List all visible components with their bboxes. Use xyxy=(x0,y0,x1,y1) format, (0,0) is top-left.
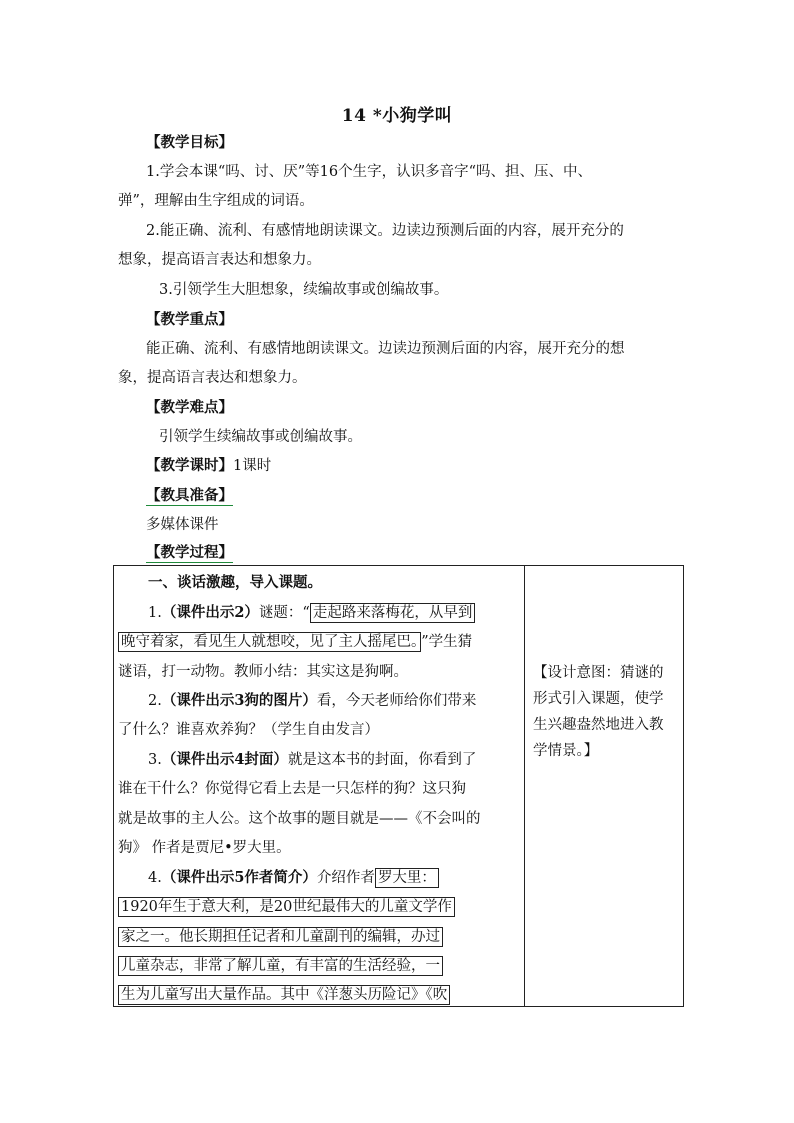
design-note-cell xyxy=(525,566,684,1007)
key-line: 象，提高语言表达和想象力。 xyxy=(118,370,307,386)
step-number: 2. xyxy=(148,693,162,709)
author-line xyxy=(118,897,455,917)
goals-line: 弹”，理解由生字组成的词语。 xyxy=(118,193,314,209)
step-text: 介绍作者 xyxy=(316,870,375,886)
author-box: 儿童杂志，非常了解儿童，有丰富的生活经验，一 xyxy=(118,956,443,976)
step-1-line: 谜语，打一动物。教师小结：其实这是狗啊。 xyxy=(118,664,408,680)
step-2-line xyxy=(148,691,476,711)
process-table xyxy=(113,565,684,1007)
author-line xyxy=(118,927,443,947)
step-text: ”学生猜 xyxy=(421,634,473,650)
design-note: 【设计意图：猜谜的形式引入课题，使学生兴趣盎然地进入教学情景。】 xyxy=(533,665,664,759)
tools-heading-wrap xyxy=(146,486,233,506)
courseware-tag: （课件出示3狗的图片） xyxy=(161,692,317,709)
step-text: 看，今天老师给你们带来 xyxy=(316,693,477,709)
author-box: 罗大里： xyxy=(375,868,439,888)
process-heading-wrap xyxy=(146,543,233,563)
goals-line: 2.能正确、流利、有感情地朗读课文。边读边预测后面的内容，展开充分的 xyxy=(146,223,624,239)
hours-heading: 【教学课时】 xyxy=(146,457,233,474)
step-number: 3. xyxy=(148,752,162,768)
step-1-line xyxy=(118,632,472,652)
key-heading: 【教学重点】 xyxy=(146,311,233,328)
step-3-line: 狗》 作者是贾尼•罗大里。 xyxy=(118,840,291,856)
hours-row xyxy=(146,456,271,476)
step-3-line: 就是故事的主人公。这个故事的题目就是——《不会叫的 xyxy=(118,811,481,827)
step-text: 就是这本书的封面，你看到了 xyxy=(287,752,477,768)
goals-line: 3.引领学生大胆想象，续编故事或创编故事。 xyxy=(159,282,449,298)
difficulty-line: 引领学生续编故事或创编故事。 xyxy=(159,429,362,445)
tools-value: 多媒体课件 xyxy=(146,517,219,533)
key-line: 能正确、流利、有感情地朗读课文。边读边预测后面的内容，展开充分的想 xyxy=(146,341,625,357)
riddle-box: 晚守着家，看见生人就想咬，见了主人摇尾巴。 xyxy=(118,632,421,652)
riddle-box: 走起路来落梅花，从早到 xyxy=(310,603,476,623)
author-line xyxy=(118,985,450,1005)
author-box: 家之一。他长期担任记者和儿童副刊的编辑，办过 xyxy=(118,927,443,947)
section-heading: 一、谈话激趣，导入课题。 xyxy=(148,574,322,591)
step-number: 4. xyxy=(148,870,162,886)
courseware-tag: （课件出示4封面） xyxy=(161,751,288,768)
step-1-line xyxy=(148,603,475,623)
courseware-tag: （课件出示2） xyxy=(161,604,259,621)
step-2-line: 了什么？谁喜欢养狗？（学生自由发言） xyxy=(118,722,379,738)
process-heading: 【教学过程】 xyxy=(146,544,233,561)
author-box: 生为儿童写出大量作品。其中《洋葱头历险记》《吹 xyxy=(118,985,450,1005)
step-3-line: 谁在干什么？你觉得它看上去是一只怎样的狗？这只狗 xyxy=(118,781,466,797)
hours-value: 1课时 xyxy=(233,458,272,474)
goals-line: 想象，提高语言表达和想象力。 xyxy=(118,252,321,268)
step-text: 谜题：“ xyxy=(258,605,310,621)
author-box: 1920年生于意大利，是20世纪最伟大的儿童文学作 xyxy=(118,897,455,917)
goals-heading: 【教学目标】 xyxy=(146,134,233,151)
step-4-line xyxy=(148,868,439,888)
process-main-cell xyxy=(114,566,525,1007)
courseware-tag: （课件出示5作者简介） xyxy=(161,869,317,886)
step-3-line xyxy=(148,750,476,770)
lesson-title: 14 *小狗学叫 xyxy=(341,106,453,126)
goals-line: 1.学会本课“吗、讨、厌”等16个生字，认识多音字“吗、担、压、中、 xyxy=(146,164,593,180)
step-number: 1. xyxy=(148,605,162,621)
tools-heading: 【教具准备】 xyxy=(146,487,233,504)
author-line xyxy=(118,956,443,976)
difficulty-heading: 【教学难点】 xyxy=(146,399,233,416)
